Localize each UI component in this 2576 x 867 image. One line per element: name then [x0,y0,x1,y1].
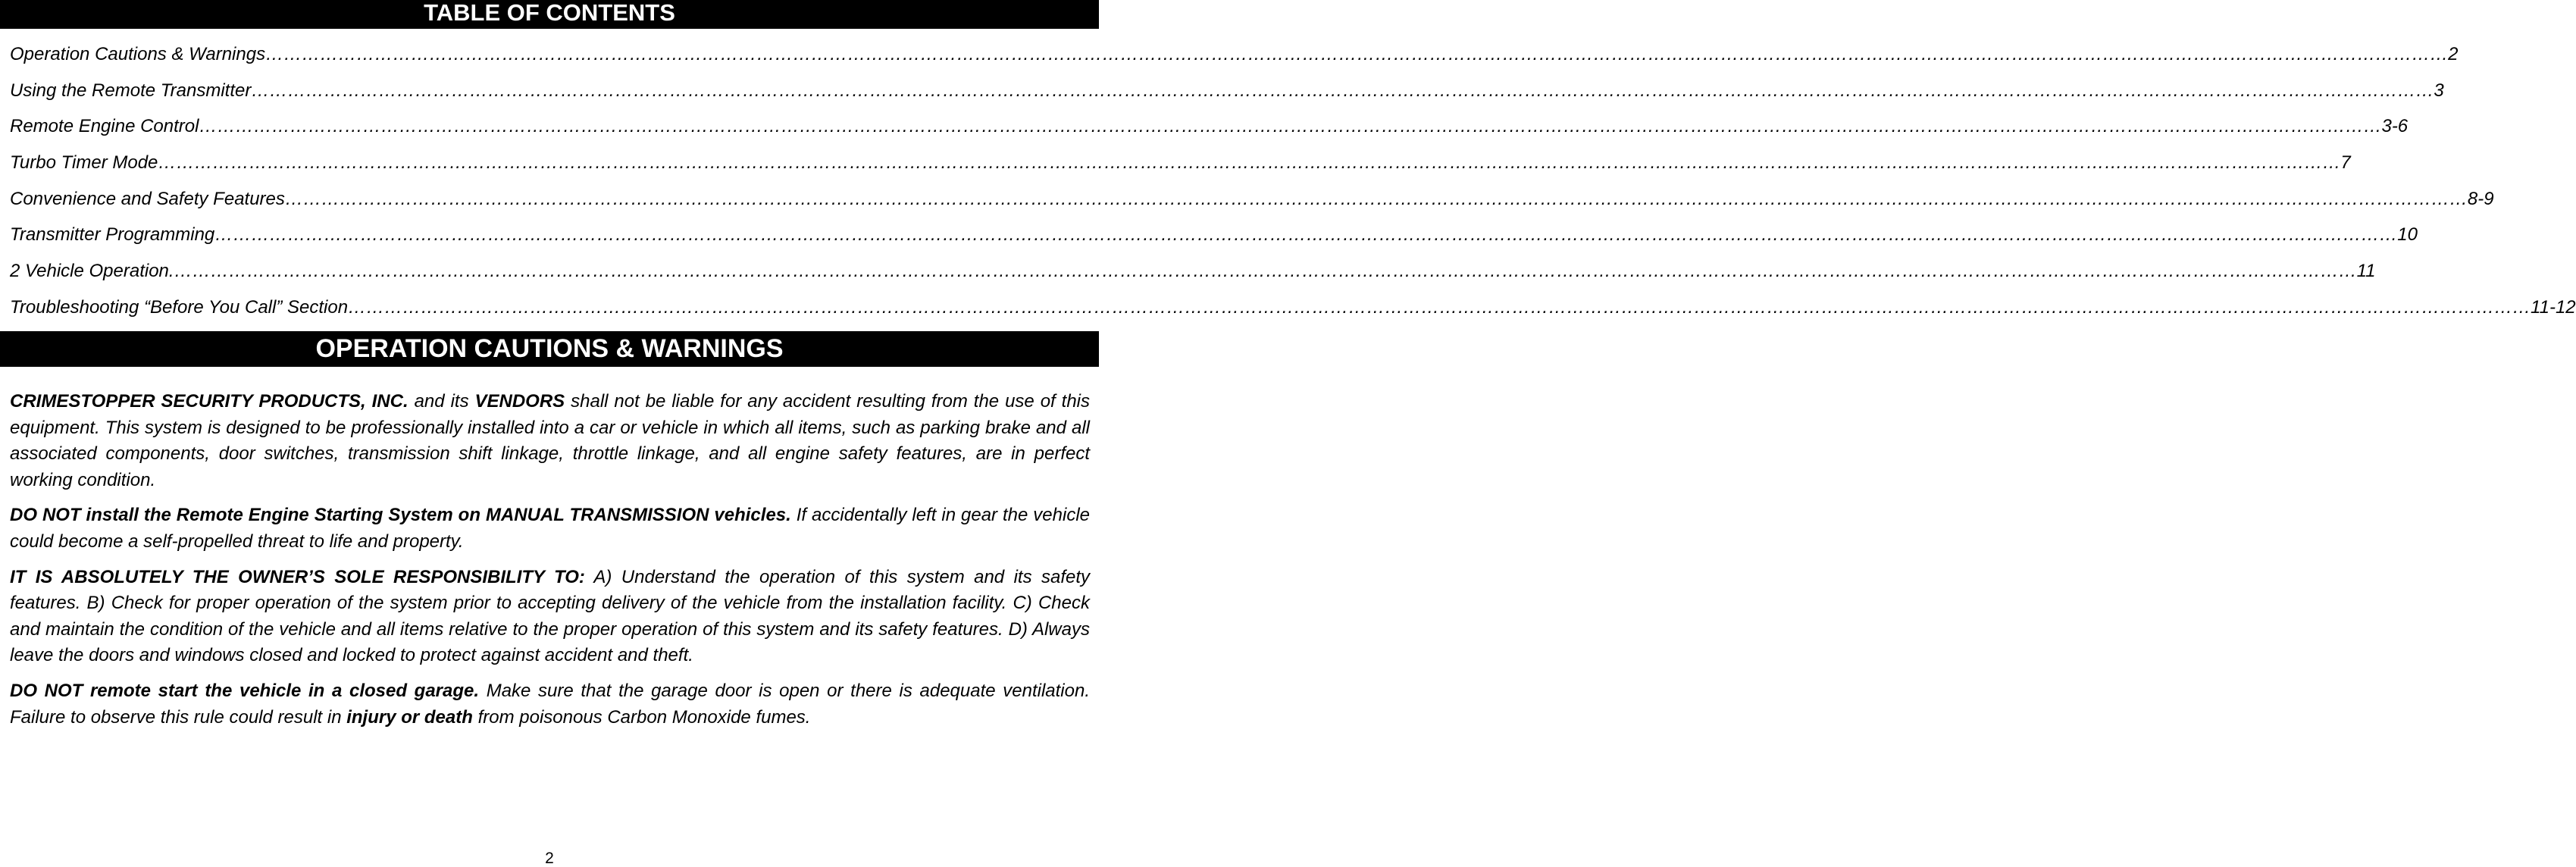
toc-heading: TABLE OF CONTENTS [0,0,1099,29]
owner-responsibility-paragraph [10,565,1090,669]
toc-dot-leader: ……………………………………………………………………………………………………………………………………………………………………………………………………………………………………………………………………………………………………………………………… [265,44,2449,64]
toc-entry [10,217,2418,253]
toc-entry-page: 3-6 [2381,116,2409,137]
toc-entry [10,253,2376,290]
company-name: CRIMESTOPPER SECURITY PRODUCTS, INC. [10,391,408,412]
garage-paragraph [10,678,1090,731]
toc-entry-title: Operation Cautions & Warnings [10,44,266,64]
toc-dot-leader: ……………………………………………………………………………………………………………………………………………………………………………………………………………………………………………………………………………………………………………………………… [348,296,2531,318]
toc-entry [10,145,2351,181]
toc-entry-page: 7 [2340,152,2351,174]
toc-entry-title: Troubleshooting “Before You Call” Section [10,296,349,318]
toc-dot-leader: ……………………………………………………………………………………………………………………………………………………………………………………………………………………………………………………………………………………………………………………………… [284,188,2468,209]
garage-warning: DO NOT remote start the vehicle in a closed garage. [10,680,480,701]
garage-text-1: Make sure that the garage door is open or there is adequate ventilation. Failure to observe this rule could result in [10,680,1090,728]
toc-entry [10,73,2444,109]
toc-entry-title: 2 Vehicle Operation. [10,261,174,282]
toc-entry-page: 11-12 [2531,296,2576,318]
operation-cautions-body [10,389,1090,740]
toc-entry-title: Convenience and Safety Features [10,188,285,209]
injury-or-death: injury or death [346,706,473,728]
toc-entry-page: 10 [2397,224,2418,246]
toc-entry-title: Transmitter Programming [10,224,215,246]
toc-entry-page: 3 [2434,80,2444,101]
liability-text-2: shall not be liable for any accident resulting from the use of this equipment. This system is designed to be professionally installed into a car or vehicle in which all items, such as parking brake and all associated components, door switches, transmission shift linkage, throttle linkage, and all engine safety features, are in perfect working condition. [10,391,1091,490]
operation-cautions-heading: OPERATION CAUTIONS & WARNINGS [0,331,1099,367]
manual-transmission-warning: DO NOT install the Remote Engine Starting System on MANUAL TRANSMISSION vehicles. [10,505,791,526]
toc-entry [10,290,2576,326]
owner-responsibility-heading: IT IS ABSOLUTELY THE OWNER’S SOLE RESPONSIBILITY TO: [10,566,585,587]
toc-entry-title: Remote Engine Control [10,116,199,137]
toc-entry [10,181,2494,218]
toc-entry-page: 2 [2448,44,2459,64]
toc-entry-page: 8-9 [2467,188,2494,209]
liability-paragraph [10,389,1090,493]
toc-dot-leader: ……………………………………………………………………………………………………………………………………………………………………………………………………………………………………………………………………………………………………………………………… [199,116,2382,137]
toc-dot-leader: ……………………………………………………………………………………………………………………………………………………………………………………………………………………………………………………………………………………………………………………………… [174,261,2357,282]
liability-text-1: and its [408,391,475,412]
toc-entry [10,36,2459,73]
toc-dot-leader: ……………………………………………………………………………………………………………………………………………………………………………………………………………………………………………………………………………………………………………………………… [251,80,2434,101]
toc-entry-page: 11 [2356,261,2376,282]
page-number: 2 [545,850,554,867]
toc-entry-title: Using the Remote Transmitter [10,80,252,101]
toc-list [10,36,2576,326]
toc-entry [10,108,2409,145]
manual-transmission-paragraph [10,502,1090,555]
toc-dot-leader: ……………………………………………………………………………………………………………………………………………………………………………………………………………………………………………………………………………………………………………………………… [158,152,2341,174]
toc-entry-title: Turbo Timer Mode [10,152,158,174]
garage-text-2: from poisonous Carbon Monoxide fumes. [472,706,811,728]
toc-dot-leader: ……………………………………………………………………………………………………………………………………………………………………………………………………………………………………………………………………………………………………………………………… [214,224,2398,246]
owner-responsibility-text: A) Understand the operation of this system and its safety features. B) Check for proper operation of the system prior to accepting delivery of the vehicle from the installation facility. C) Check and maintain the condition of the vehicle and all items relative to the proper operation of this system and its safety features. D) Always leave the doors and windows closed and locked to protect against accident and theft. [10,566,1090,666]
vendors-label: VENDORS [474,391,565,412]
manual-transmission-text: If accidentally left in gear the vehicle could become a self-propelled threat to life and property. [10,505,1090,552]
